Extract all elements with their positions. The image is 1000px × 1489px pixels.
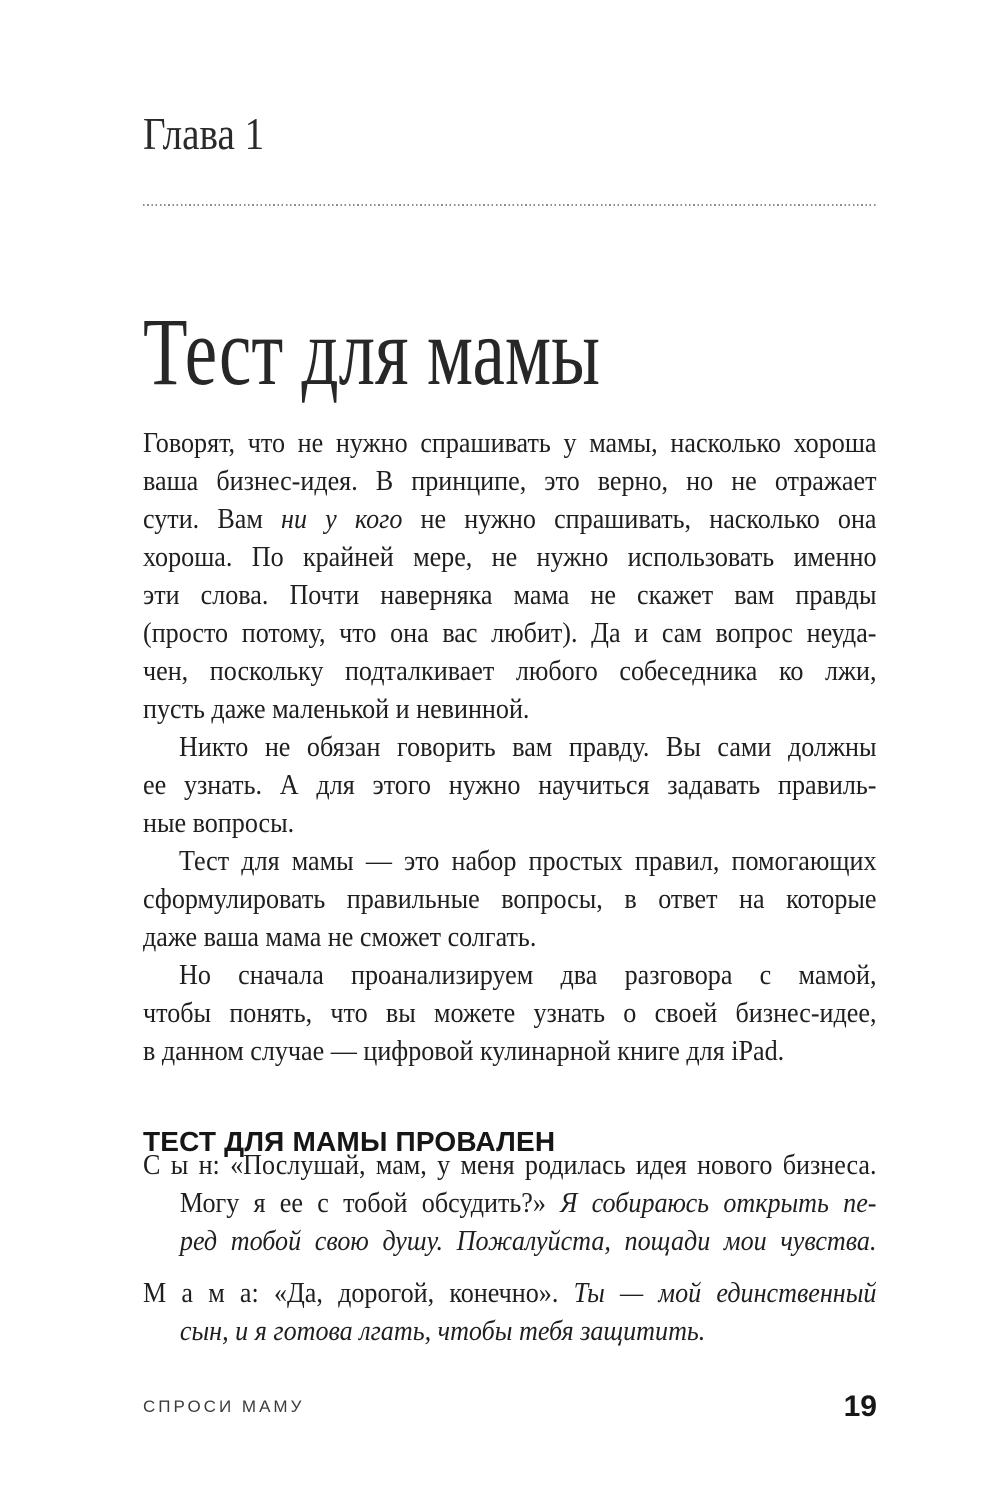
text-line	[143, 500, 877, 538]
text-run: С ы н: «Послушай, мам, у меня родилась идея нового бизнеса.	[143, 1149, 877, 1181]
text-line	[143, 1032, 877, 1070]
page-number: 19	[843, 1390, 877, 1423]
dialog-paragraphs	[143, 1146, 877, 1350]
text-run: не нужно спрашивать, насколько она	[402, 503, 877, 535]
text-line	[143, 842, 877, 880]
text-run: Никто не обязан говорить вам правду. Вы сами должны	[179, 731, 877, 763]
text-line	[143, 652, 877, 690]
italic-text-run: сын, и я готова лгать, чтобы тебя защитить.	[179, 1315, 706, 1347]
text-run: чен, поскольку подталкивает любого собеседника ко лжи,	[143, 655, 877, 687]
running-title: СПРОСИ МАМУ	[143, 1397, 305, 1416]
page-title: Тест для мамы	[143, 298, 601, 406]
text-line	[143, 1184, 877, 1222]
text-line	[143, 1146, 877, 1184]
text-run: Говорят, что не нужно спрашивать у мамы, насколько хороша	[143, 427, 877, 459]
text-run: Тест для мамы — это набор простых правил, помогающих	[179, 845, 877, 877]
dialog-paragraph	[143, 1274, 877, 1350]
text-run: сути. Вам	[143, 503, 281, 535]
text-run: даже ваша мама не сможет солгать.	[143, 921, 537, 953]
text-line	[143, 424, 877, 462]
paragraph	[143, 424, 877, 728]
text-run: ные вопросы.	[143, 807, 295, 839]
text-line	[143, 538, 877, 576]
text-line	[143, 690, 877, 728]
italic-text-run: ни у кого	[280, 503, 403, 535]
text-line	[143, 918, 877, 956]
text-line	[143, 766, 877, 804]
text-run: Могу я ее с тобой обсудить?»	[179, 1187, 561, 1219]
text-run: сформулировать правильные вопросы, в ответ на которые	[143, 883, 877, 915]
text-line	[143, 804, 877, 842]
text-line	[143, 614, 877, 652]
text-run: хороша. По крайней мере, не нужно использовать именно	[143, 541, 877, 573]
text-line	[143, 728, 877, 766]
paragraph	[143, 728, 877, 842]
text-run: М а м а: «Да, дорогой, конечно».	[143, 1277, 574, 1309]
text-line	[143, 1312, 877, 1350]
text-line	[143, 576, 877, 614]
text-run: в данном случае — цифровой кулинарной книге для iPad.	[143, 1035, 785, 1067]
text-line	[143, 880, 877, 918]
text-line	[143, 1222, 877, 1260]
italic-text-run: Ты — мой единственный	[573, 1277, 877, 1309]
text-line	[143, 994, 877, 1032]
text-run: Но сначала проанализируем два разговора с мамой,	[179, 959, 877, 991]
text-run: чтобы понять, что вы можете узнать о своей бизнес-идее,	[143, 997, 877, 1029]
section-heading: ТЕСТ ДЛЯ МАМЫ ПРОВАЛЕН	[143, 1126, 556, 1158]
dialog-paragraph	[143, 1146, 877, 1260]
italic-text-run: ред тобой свою душу. Пожалуйста, пощади мои чувства.	[179, 1225, 877, 1257]
paragraph	[143, 956, 877, 1070]
page-footer	[143, 1390, 877, 1424]
chapter-label: Глава 1	[143, 108, 265, 159]
body-paragraphs	[143, 424, 877, 1070]
text-line	[143, 1274, 877, 1312]
italic-text-run: Я собираюсь открыть пе-	[560, 1187, 877, 1219]
text-run: ваша бизнес-идея. В принципе, это верно, но не отражает	[143, 465, 877, 497]
dotted-divider	[143, 204, 877, 206]
text-run: пусть даже маленькой и невинной.	[143, 693, 530, 725]
text-run: ее узнать. А для этого нужно научиться задавать правиль-	[143, 769, 877, 801]
text-run: эти слова. Почти наверняка мама не скажет вам правды	[143, 579, 877, 611]
paragraph	[143, 842, 877, 956]
text-line	[143, 462, 877, 500]
text-line	[143, 956, 877, 994]
text-run: (просто потому, что она вас любит). Да и сам вопрос неуда-	[143, 617, 877, 649]
